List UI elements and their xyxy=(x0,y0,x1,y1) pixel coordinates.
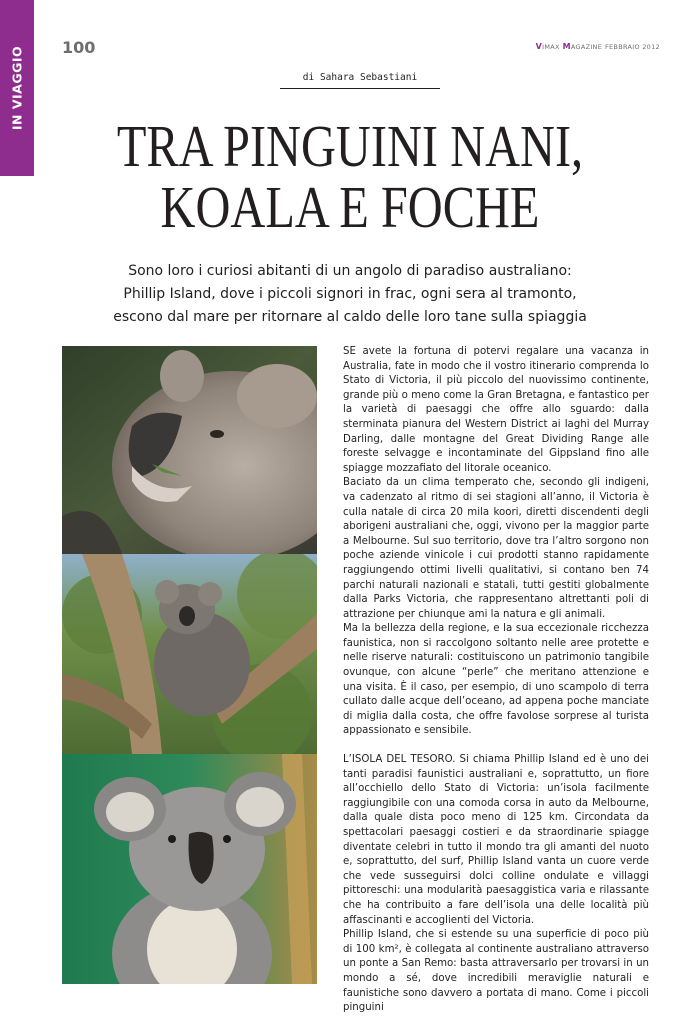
subtitle-line-1: Sono loro i curiosi abitanti di un angolo di paradiso australiano: xyxy=(128,263,572,279)
author-byline: di Sahara Sebastiani xyxy=(280,72,440,89)
page-number: 100 xyxy=(62,38,96,57)
koala-closeup-photo xyxy=(62,346,317,554)
magazine-rest: AGAZINE xyxy=(570,43,603,51)
koala-portrait-photo xyxy=(62,754,317,984)
subtitle-line-2: Phillip Island, dove i piccoli signori in frac, ogni sera al tramonto, xyxy=(123,286,577,302)
magazine-initial: M xyxy=(562,42,571,51)
body-paragraph: L’ISOLA DEL TESORO. Si chiama Phillip Island ed è uno dei tanti paradisi faunistici australiani e, soprattutto, un fiore all’occhiello dello Stato di Victoria: un’isola facilmente raggiungibile con una comoda corsa in auto da Melbourne, dalla quale dista poco meno di 125 km. Circondata da spettacolari paesaggi costieri e da straordinarie spiagge diventate celebri in tutto il mondo tra gli amanti del nuoto e, soprattutto, del surf, Phillip Island vanta un cuore verde che vede susseguirsi dolci colline ondulate e villaggi pittoreschi: una modularità paesaggistica varia e rilassante che ha contribuito a fare dell’isola una delle località più affascinanti e accoglienti del Victoria. xyxy=(343,754,649,926)
photo-column xyxy=(62,346,317,984)
body-paragraph: SE avete la fortuna di potervi regalare una vacanza in Australia, fate in modo che il vostro itinerario comprenda lo Stato di Victoria, il più piccolo del nuovissimo continente, grande più o meno come la Gran Bretagna, e fantastico per la varietà di paesaggi che offre allo sguardo: dalla sterminata pianura del Western District ai laghi del Murray Darling, dalle montagne del Great Dividing Range alle foreste selvagge e incontaminate del Gippsland fino alle spiagge mozzafiato del litorale oceanico. xyxy=(343,346,649,474)
body-paragraph: Baciato da un clima temperato che, secondo gli indigeni, va cadenzato al ritmo di sei stagioni all’anno, il Victoria è culla natale di circa 20 mila koori, diretti discendenti degli aborigeni australiani che, oggi, vivono per la maggior parte a Melbourne. Sul suo territorio, dove tra l’altro sorgono non poche aziende vinicole i cui prodotti stanno rapidamente raggiungendo ottimi livelli qualitativi, si contano ben 74 parchi naturali nazionali e statali, tutti gestiti globalmente dalla Parks Victoria, che rappresentano altrettanti poli di attrazione per chiunque ami la natura e gli animali. xyxy=(343,477,649,620)
title-line-2: KOALA E FOCHE xyxy=(160,174,540,240)
section-tab xyxy=(0,0,34,176)
article-subtitle xyxy=(90,260,610,329)
body-paragraph: Ma la bellezza della regione, e la sua eccezionale ricchezza faunistica, non si raccolgono soltanto nelle aree protette e nelle riserve naturali: costituiscono un patrimonio tangibile ovunque, con alcune “perle” che meritano attenzione e una visita. È il caso, per esempio, di uno scampolo di terra cullato dalle acque dell’oceano, ad appena poche manciate di miglia dalla costa, che offre favolose sorprese al turista appassionato e sensibile. xyxy=(343,623,649,737)
koala-in-tree-photo xyxy=(62,554,317,754)
article-body xyxy=(343,345,649,1016)
title-line-1: TRA PINGUINI NANI, xyxy=(116,113,584,179)
issue-date: FEBBRAIO 2012 xyxy=(604,43,660,51)
article-title xyxy=(112,113,588,240)
section-tab-label: IN VIAGGIO xyxy=(9,45,25,131)
brand-initial: V xyxy=(535,42,543,51)
body-paragraph: Phillip Island, che si estende su una superficie di poco più di 100 km², è collegata al continente australiano attraverso un ponte a San Remo: basta attraversarlo per trovarsi in un mondo a sé, dove incredibili meraviglie naturali e faunistiche sono davvero a portata di mano. Come i piccoli pinguini xyxy=(343,929,649,1014)
magazine-header xyxy=(536,42,660,51)
subtitle-line-3: escono dal mare per ritornare al caldo delle loro tane sulla spiaggia xyxy=(113,309,587,325)
brand-rest: IMAX xyxy=(542,43,560,51)
